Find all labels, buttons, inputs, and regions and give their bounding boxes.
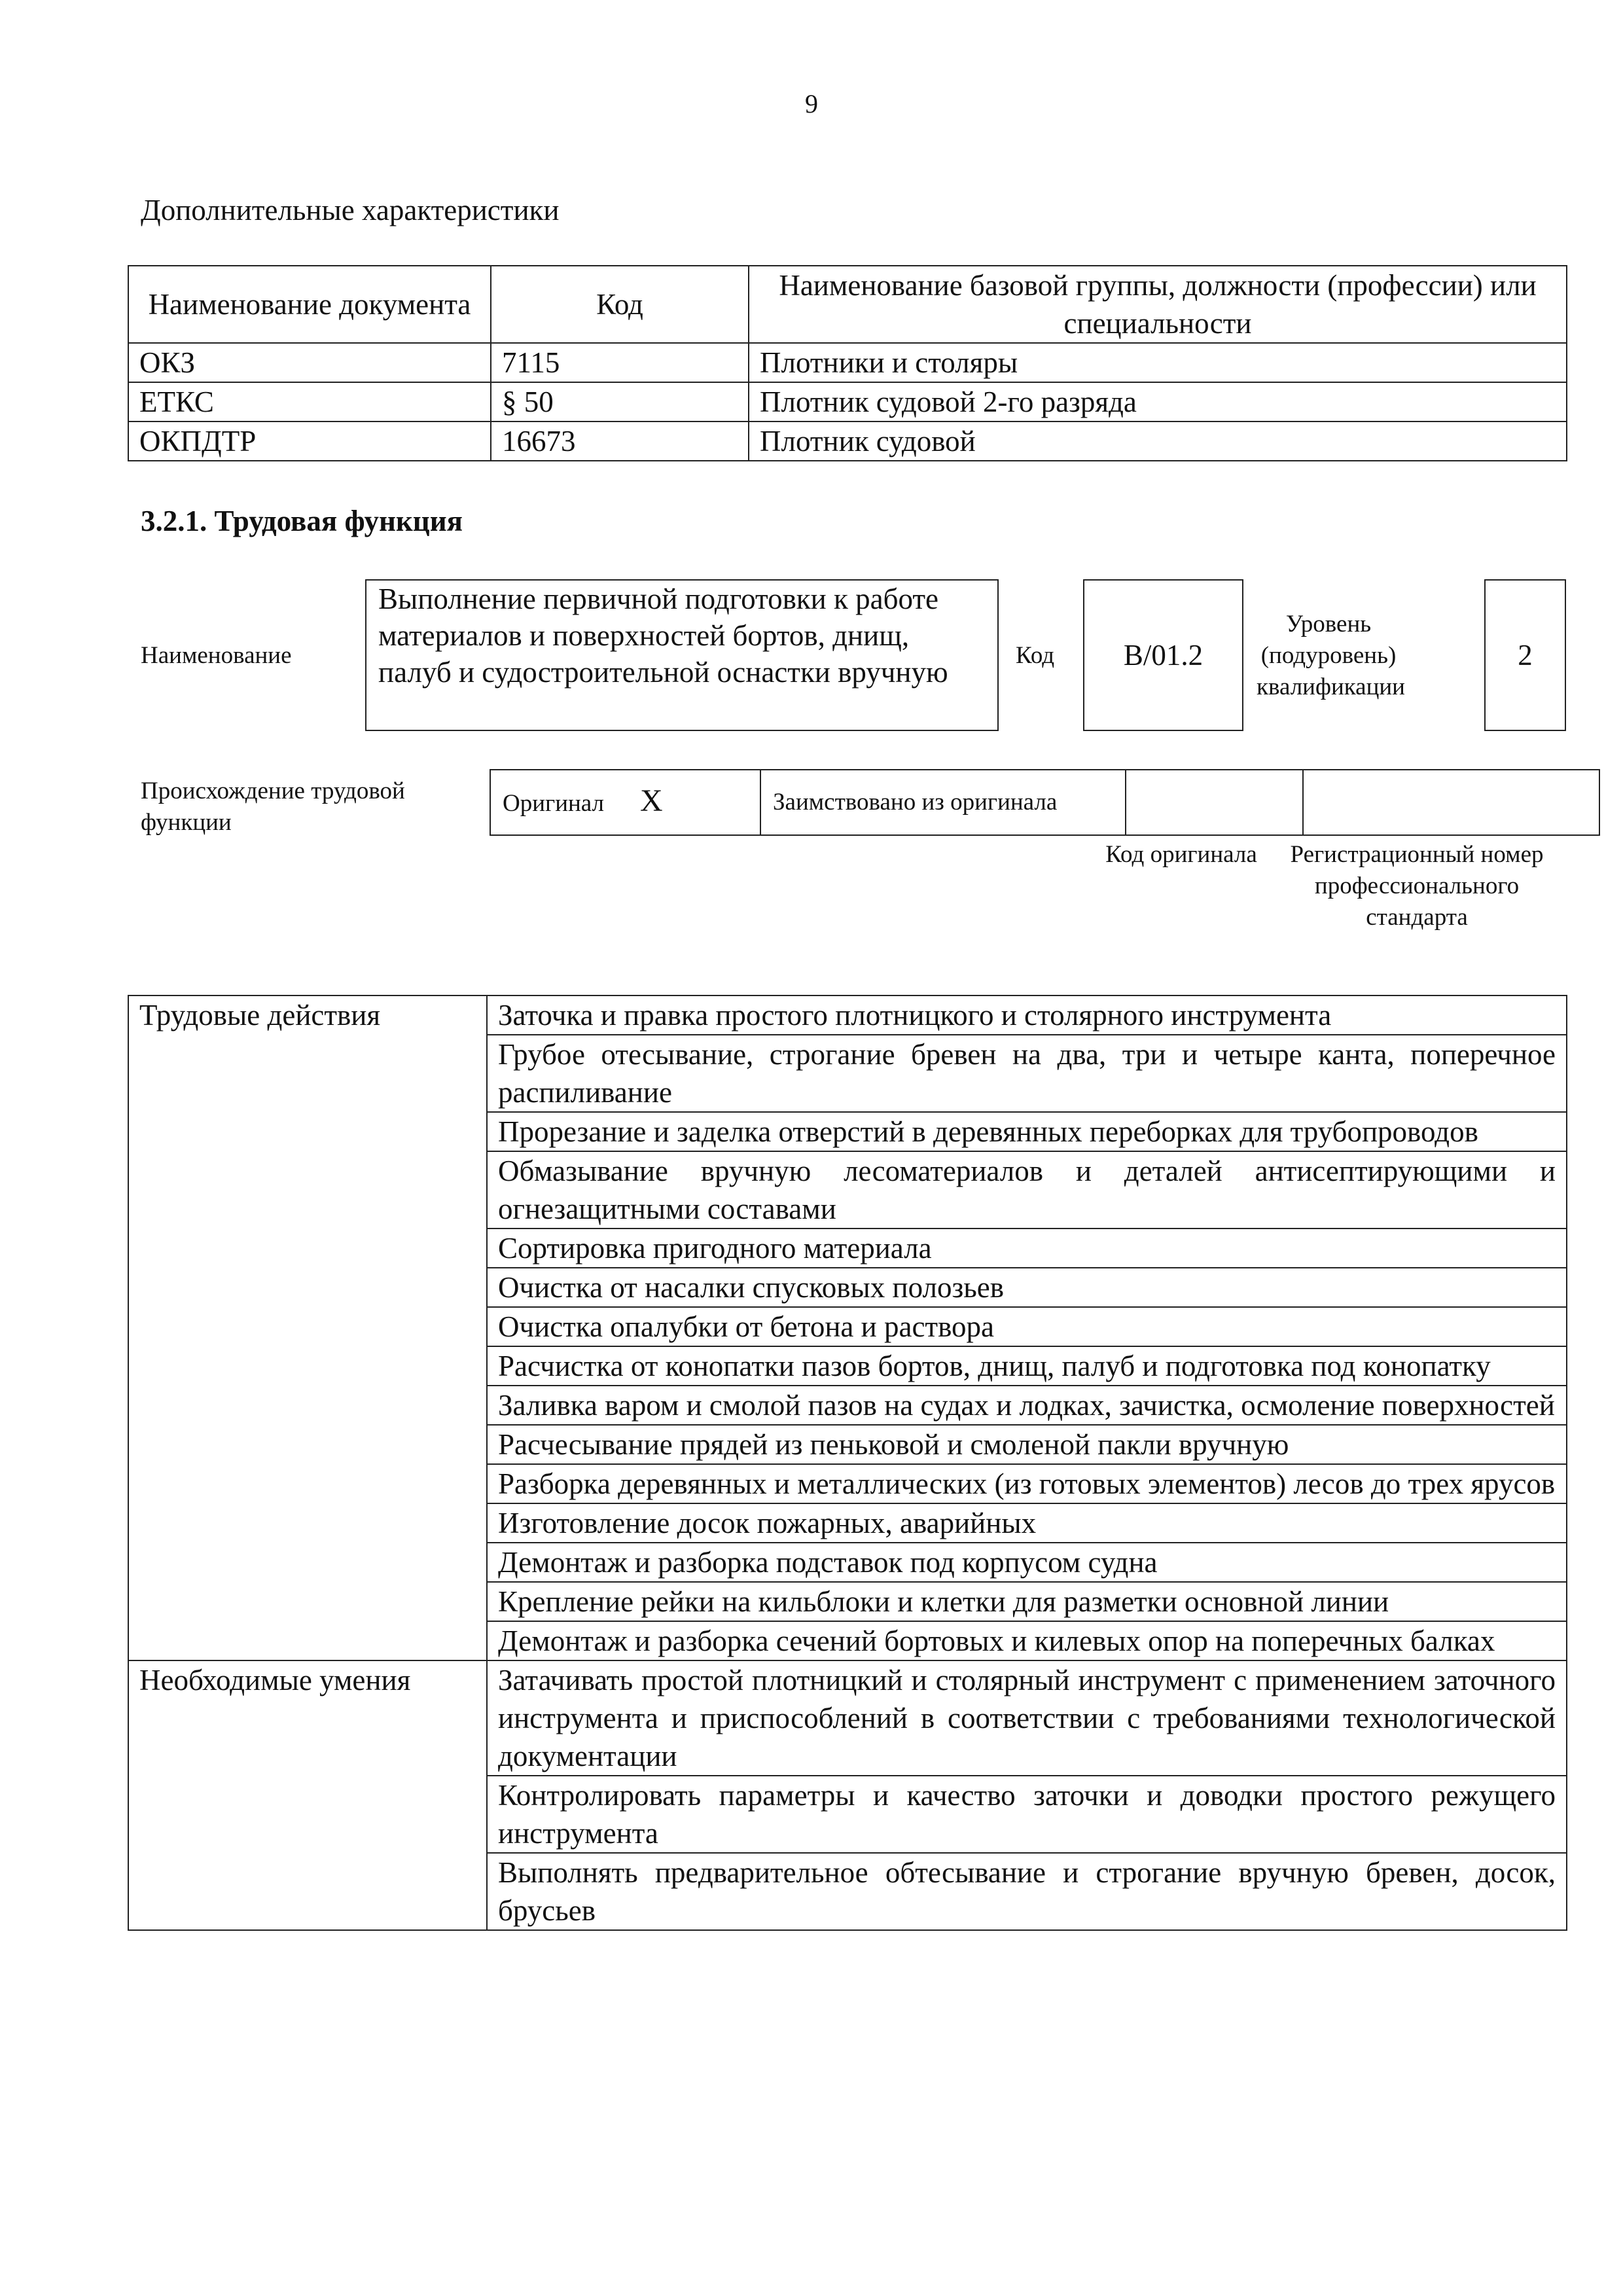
code-cell: 7115 <box>491 343 749 382</box>
action-item: Очистка от насалки спусковых полозьев <box>487 1268 1567 1307</box>
skill-item: Затачивать простой плотницкий и столярный инструмент с применением заточного инструмента и приспособлений в соответствии с требованиями технологической документации <box>487 1660 1567 1776</box>
action-item: Изготовление досок пожарных, аварийных <box>487 1503 1567 1543</box>
work-table <box>128 995 1567 1931</box>
characteristics-table <box>128 265 1567 461</box>
doc-name-cell: ЕТКС <box>128 382 491 422</box>
actions-label: Трудовые действия <box>128 996 487 1660</box>
section-heading: Дополнительные характеристики <box>141 194 560 226</box>
action-item: Заточка и правка простого плотницкого и столярного инструмента <box>487 996 1567 1035</box>
qualification-level-box: 2 <box>1484 579 1566 731</box>
qualification-level-label: Уровень (подуровень) квалификации <box>1257 611 1405 700</box>
action-item: Расчистка от конопатки пазов бортов, днищ, палуб и подготовка под конопатку <box>487 1346 1567 1386</box>
action-item: Крепление рейки на кильблоки и клетки для разметки основной линии <box>487 1582 1567 1621</box>
code-cell: § 50 <box>491 382 749 422</box>
action-item: Грубое отесывание, строгание бревен на два, три и четыре канта, поперечное распиливание <box>487 1035 1567 1112</box>
table-row <box>128 422 1567 461</box>
group-name-cell: Плотник судовой 2-го разряда <box>749 382 1567 422</box>
original-code-cell <box>1126 770 1303 835</box>
registration-number-caption: Регистрационный номер профессионального стандарта <box>1290 841 1544 931</box>
code-label: Код <box>1016 642 1055 669</box>
function-code-box: B/01.2 <box>1083 579 1243 731</box>
original-code-caption: Код оригинала <box>1105 841 1257 868</box>
table-row <box>128 996 1567 1035</box>
original-label: Оригинал <box>503 790 605 817</box>
page-number: 9 <box>805 89 818 118</box>
header-group-name: Наименование базовой группы, должности (профессии) или специальности <box>749 266 1567 343</box>
skill-item: Выполнять предварительное обтесывание и строгание вручную бревен, досок, брусьев <box>487 1853 1567 1930</box>
header-code: Код <box>491 266 749 343</box>
labor-function-heading: 3.2.1. Трудовая функция <box>141 505 463 537</box>
table-row <box>128 1660 1567 1776</box>
action-item: Демонтаж и разборка сечений бортовых и килевых опор на поперечных балках <box>487 1621 1567 1660</box>
header-doc-name: Наименование документа <box>128 266 491 343</box>
action-item: Обмазывание вручную лесоматериалов и деталей антисептирующими и огнезащитными составами <box>487 1151 1567 1229</box>
action-item: Очистка опалубки от бетона и раствора <box>487 1307 1567 1346</box>
doc-name-cell: ОКЗ <box>128 343 491 382</box>
doc-name-cell: ОКПДТР <box>128 422 491 461</box>
name-label: Наименование <box>141 642 292 669</box>
borrowed-cell: Заимствовано из оригинала <box>760 770 1126 835</box>
table-header-row <box>128 266 1567 343</box>
origin-row <box>490 770 1599 835</box>
reg-number-cell <box>1303 770 1599 835</box>
table-row <box>128 382 1567 422</box>
original-mark: X <box>640 783 663 818</box>
original-cell <box>490 770 760 835</box>
action-item: Сортировка пригодного материала <box>487 1229 1567 1268</box>
action-item: Демонтаж и разборка подставок под корпусом судна <box>487 1543 1567 1582</box>
action-item: Разборка деревянных и металлических (из готовых элементов) лесов до трех ярусов <box>487 1464 1567 1503</box>
function-name-box: Выполнение первичной подготовки к работе материалов и поверхностей бортов, днищ, палуб и судостроительной оснастки вручную <box>365 579 999 731</box>
action-item: Заливка варом и смолой пазов на судах и лодках, зачистка, осмоление поверхностей <box>487 1386 1567 1425</box>
code-cell: 16673 <box>491 422 749 461</box>
origin-label: Происхождение трудовой функции <box>141 778 405 836</box>
skills-label: Необходимые умения <box>128 1660 487 1930</box>
table-row <box>128 343 1567 382</box>
origin-table <box>490 769 1600 836</box>
skill-item: Контролировать параметры и качество заточки и доводки простого режущего инструмента <box>487 1776 1567 1853</box>
group-name-cell: Плотники и столяры <box>749 343 1567 382</box>
group-name-cell: Плотник судовой <box>749 422 1567 461</box>
action-item: Расчесывание прядей из пеньковой и смоленой пакли вручную <box>487 1425 1567 1464</box>
action-item: Прорезание и заделка отверстий в деревянных переборках для трубопроводов <box>487 1112 1567 1151</box>
